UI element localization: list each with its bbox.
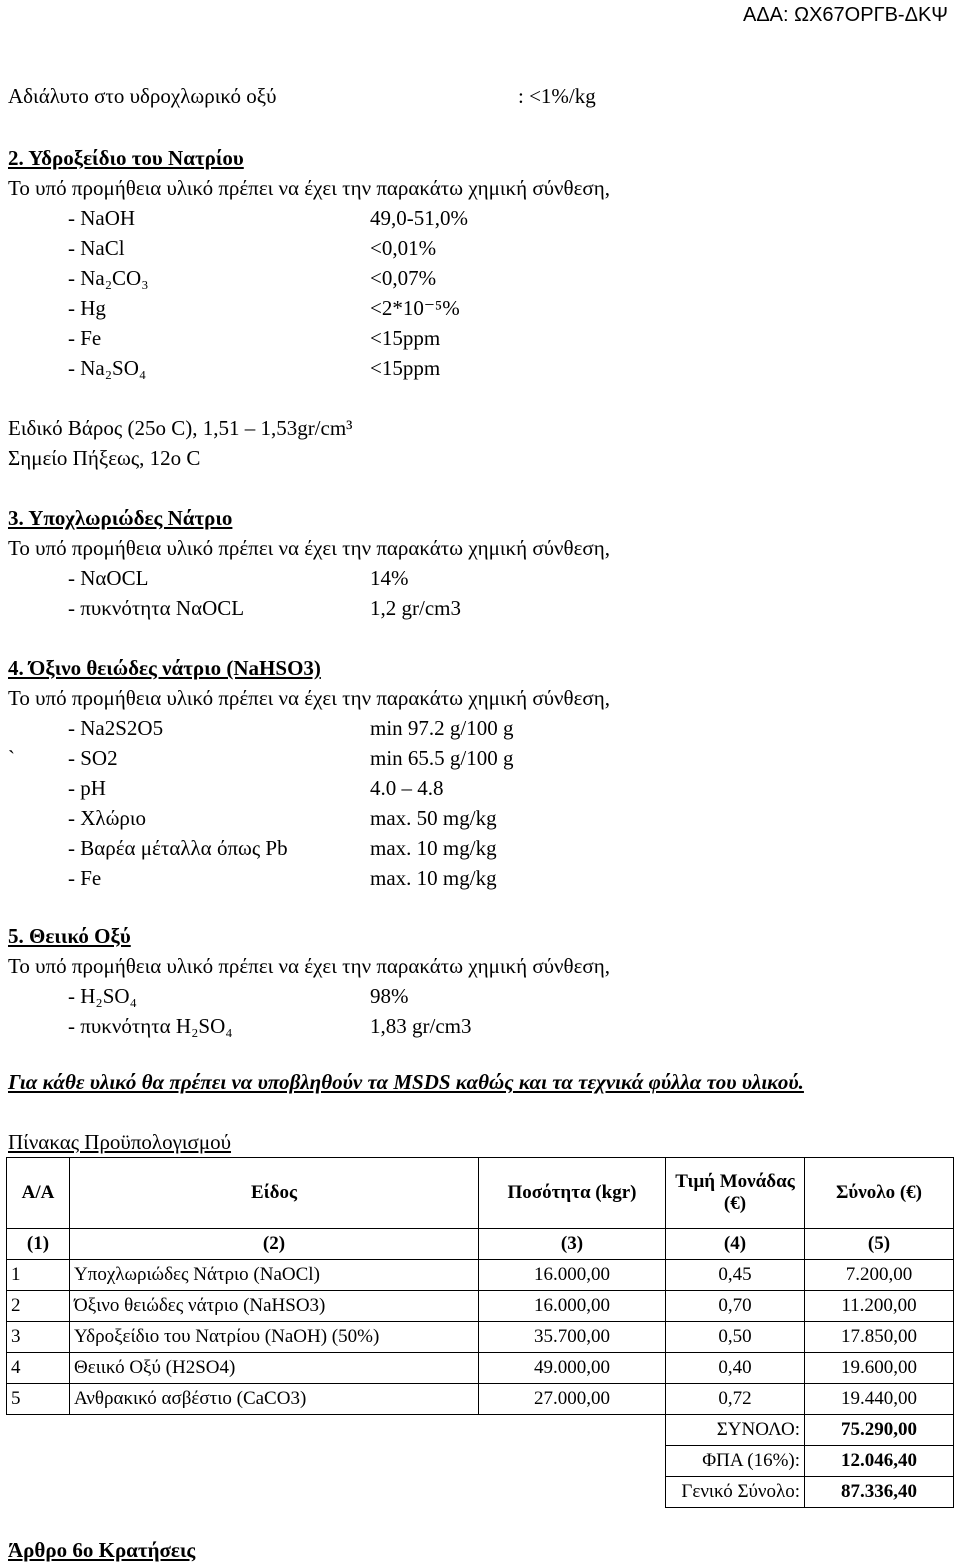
vat-row <box>7 1446 954 1477</box>
s2-item-value: <15ppm <box>370 356 441 380</box>
s5-item-value: 1,83 gr/cm3 <box>370 1014 472 1038</box>
s4-item-value: max. 10 mg/kg <box>370 836 497 860</box>
s3-item-value: 1,2 gr/cm3 <box>370 596 461 620</box>
header-unit-price: Τιμή Μονάδας (€) <box>666 1158 805 1229</box>
number-cell: (3) <box>479 1229 666 1260</box>
s5-item-value: 98% <box>370 984 409 1008</box>
s2-item-name: - Hg <box>68 296 106 320</box>
cell-total: 19.600,00 <box>805 1353 954 1384</box>
table-row <box>7 1353 954 1384</box>
section-2-density: Ειδικό Βάρος (25ο C), 1,51 – 1,53gr/cm³ <box>8 416 353 440</box>
vat-label: ΦΠΑ (16%): <box>666 1446 805 1477</box>
cell-aa: 1 <box>7 1260 70 1291</box>
s2-item-name: - Na₂CO₃ <box>68 266 149 290</box>
budget-title: Πίνακας Προϋπολογισμού <box>8 1130 232 1154</box>
stray-tick: ` <box>8 746 15 770</box>
number-cell: (4) <box>666 1229 805 1260</box>
s2-item-value: 49,0-51,0% <box>370 206 468 230</box>
cell-item: Θειικό Οξύ (H2SO4) <box>70 1353 479 1384</box>
table-row <box>7 1322 954 1353</box>
cell-quantity: 49.000,00 <box>479 1353 666 1384</box>
s5-item-name: - H₂SO₄ <box>68 984 137 1008</box>
vat-value: 12.046,40 <box>805 1446 954 1477</box>
s4-item-value: max. 10 mg/kg <box>370 866 497 890</box>
s5-item-name: - πυκνότητα H₂SO₄ <box>68 1014 233 1038</box>
number-cell: (2) <box>70 1229 479 1260</box>
header-item: Είδος <box>70 1158 479 1229</box>
cell-quantity: 35.700,00 <box>479 1322 666 1353</box>
grand-total-value: 87.336,40 <box>805 1477 954 1508</box>
cell-quantity: 27.000,00 <box>479 1384 666 1415</box>
cell-quantity: 16.000,00 <box>479 1260 666 1291</box>
s2-item-value: <2*10⁻⁵% <box>370 296 460 320</box>
cell-total: 7.200,00 <box>805 1260 954 1291</box>
s4-item-value: min 97.2 g/100 g <box>370 716 514 740</box>
cell-aa: 3 <box>7 1322 70 1353</box>
cell-aa: 5 <box>7 1384 70 1415</box>
table-row <box>7 1260 954 1291</box>
s3-item-name: - πυκνότητα ΝαOCL <box>68 596 245 620</box>
s3-item-value: 14% <box>370 566 409 590</box>
cell-unit-price: 0,70 <box>666 1291 805 1322</box>
table-row <box>7 1384 954 1415</box>
cell-unit-price: 0,50 <box>666 1322 805 1353</box>
section-2-title: 2. Υδροξείδιο του Νατρίου <box>8 146 244 170</box>
s2-item-value: <0,01% <box>370 236 437 260</box>
cell-aa: 4 <box>7 1353 70 1384</box>
total-label: ΣΥΝΟΛΟ: <box>666 1415 805 1446</box>
s4-item-name: - Fe <box>68 866 102 890</box>
cell-total: 19.440,00 <box>805 1384 954 1415</box>
s4-item-value: min 65.5 g/100 g <box>370 746 514 770</box>
s2-item-value: <15ppm <box>370 326 441 350</box>
s2-item-name: - Fe <box>68 326 102 350</box>
section-2-freeze: Σημείο Πήξεως, 12ο C <box>8 446 201 470</box>
s2-item-name: - NaCl <box>68 236 125 260</box>
number-cell: (5) <box>805 1229 954 1260</box>
number-cell: (1) <box>7 1229 70 1260</box>
table-number-row <box>7 1229 954 1260</box>
cell-item: Υδροξείδιο του Νατρίου (NaOH) (50%) <box>70 1322 479 1353</box>
budget-table <box>6 1157 954 1508</box>
s4-item-name: - Na2S2O5 <box>68 716 164 740</box>
header-total: Σύνολο (€) <box>805 1158 954 1229</box>
cell-item: Ανθρακικό ασβέστιο (CaCO3) <box>70 1384 479 1415</box>
cell-aa: 2 <box>7 1291 70 1322</box>
section-2-intro: Το υπό προμήθεια υλικό πρέπει να έχει την παρακάτω χημική σύνθεση, <box>8 176 610 200</box>
grand-total-label: Γενικό Σύνολο: <box>666 1477 805 1508</box>
ada-code: ΑΔΑ: ΩΧ67ΟΡΓΒ-ΔΚΨ <box>742 4 948 26</box>
insoluble-value: : <1%/kg <box>518 84 596 108</box>
s3-item-name: - ΝαOCL <box>68 566 149 590</box>
cell-quantity: 16.000,00 <box>479 1291 666 1322</box>
cell-item: Υποχλωριώδες Νάτριο (NaOCl) <box>70 1260 479 1291</box>
s4-item-value: max. 50 mg/kg <box>370 806 497 830</box>
s4-item-name: - SO2 <box>68 746 118 770</box>
section-5-intro: Το υπό προμήθεια υλικό πρέπει να έχει την παρακάτω χημική σύνθεση, <box>8 954 610 978</box>
s4-item-name: - Χλώριο <box>68 806 147 830</box>
section-5-title: 5. Θειικό Οξύ <box>8 924 131 948</box>
total-row <box>7 1415 954 1446</box>
table-header-row <box>7 1158 954 1229</box>
s2-item-name: - NaOH <box>68 206 136 230</box>
section-4-intro: Το υπό προμήθεια υλικό πρέπει να έχει την παρακάτω χημική σύνθεση, <box>8 686 610 710</box>
section-3-title: 3. Υποχλωριώδες Νάτριο <box>8 506 233 530</box>
cell-unit-price: 0,45 <box>666 1260 805 1291</box>
s4-item-name: - pH <box>68 776 106 800</box>
cell-unit-price: 0,72 <box>666 1384 805 1415</box>
cell-total: 11.200,00 <box>805 1291 954 1322</box>
article-6-title: Άρθρο 6ο Κρατήσεις <box>8 1538 196 1562</box>
grand-total-row <box>7 1477 954 1508</box>
s2-item-value: <0,07% <box>370 266 437 290</box>
s2-item-name: - Na₂SO₄ <box>68 356 147 380</box>
s4-item-value: 4.0 – 4.8 <box>370 776 444 800</box>
table-row <box>7 1291 954 1322</box>
section-3-intro: Το υπό προμήθεια υλικό πρέπει να έχει την παρακάτω χημική σύνθεση, <box>8 536 610 560</box>
insoluble-label: Αδιάλυτο στο υδροχλωρικό οξύ <box>8 84 277 108</box>
header-quantity: Ποσότητα (kgr) <box>479 1158 666 1229</box>
cell-total: 17.850,00 <box>805 1322 954 1353</box>
section-4-title: 4. Όξινο θειώδες νάτριο (NaHSO3) <box>8 656 321 680</box>
total-value: 75.290,00 <box>805 1415 954 1446</box>
msds-note: Για κάθε υλικό θα πρέπει να υποβληθούν τα MSDS καθώς και τα τεχνικά φύλλα του υλικού. <box>8 1070 804 1094</box>
cell-item: Όξινο θειώδες νάτριο (NaHSO3) <box>70 1291 479 1322</box>
s4-item-name: - Βαρέα μέταλλα όπως Pb <box>68 836 288 860</box>
header-aa: Α/Α <box>7 1158 70 1229</box>
cell-unit-price: 0,40 <box>666 1353 805 1384</box>
